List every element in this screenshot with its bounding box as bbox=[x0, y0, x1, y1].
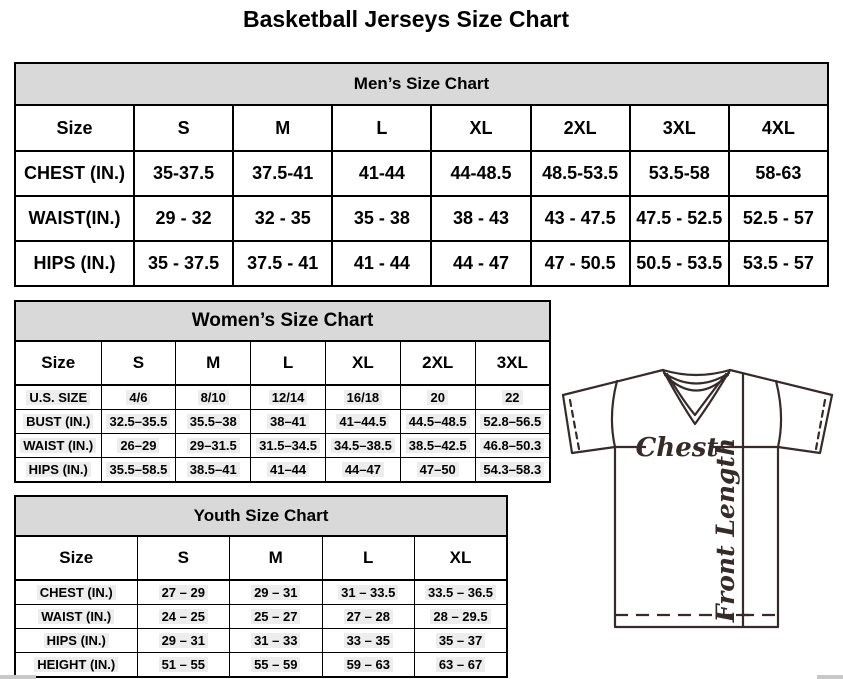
cell-text: HEIGHT (IN.) bbox=[34, 657, 118, 672]
cell-text: 35 – 37 bbox=[436, 633, 485, 648]
column-header: XL bbox=[431, 105, 530, 151]
table-row bbox=[15, 410, 550, 434]
cell-text: 38.5–42.5 bbox=[406, 438, 470, 453]
cell-text: 63 – 67 bbox=[436, 657, 485, 672]
column-header: XL bbox=[325, 341, 400, 385]
column-header: 4XL bbox=[729, 105, 828, 151]
cell-text: 4/6 bbox=[126, 390, 150, 405]
value-cell bbox=[230, 605, 323, 629]
cell-text: HIPS (IN.) bbox=[44, 633, 109, 648]
cell-text: 37.5-41 bbox=[252, 163, 314, 183]
womens-size-chart-table bbox=[14, 300, 551, 483]
value-cell bbox=[176, 458, 251, 483]
value-cell bbox=[251, 410, 326, 434]
value-cell bbox=[325, 385, 400, 410]
cell-text: 47.5 - 52.5 bbox=[636, 208, 723, 228]
section-title: Women’s Size Chart bbox=[15, 301, 550, 341]
cell-text: 35 - 37.5 bbox=[148, 253, 220, 273]
cell-text: 38–41 bbox=[267, 414, 309, 429]
cell-text: 58-63 bbox=[755, 163, 802, 183]
cell-text: 47 - 50.5 bbox=[544, 253, 616, 273]
value-cell bbox=[431, 196, 530, 241]
row-label bbox=[15, 605, 137, 629]
table-row bbox=[15, 458, 550, 483]
cell-text: 31.5–34.5 bbox=[256, 438, 320, 453]
section-title: Men’s Size Chart bbox=[15, 63, 828, 105]
table-row bbox=[15, 241, 828, 286]
value-cell bbox=[400, 385, 475, 410]
jersey-measurement-diagram bbox=[558, 362, 836, 630]
cell-text: 25 – 27 bbox=[251, 609, 300, 624]
value-cell bbox=[101, 434, 176, 458]
row-label bbox=[15, 580, 137, 605]
value-cell bbox=[325, 410, 400, 434]
table-row bbox=[15, 434, 550, 458]
column-header: Size bbox=[15, 341, 101, 385]
cell-text: 27 – 28 bbox=[344, 609, 393, 624]
value-cell bbox=[322, 653, 415, 678]
cell-text: HIPS (IN.) bbox=[26, 462, 91, 477]
table-row bbox=[15, 605, 507, 629]
value-cell bbox=[415, 605, 508, 629]
value-cell bbox=[134, 241, 233, 286]
value-cell bbox=[630, 241, 729, 286]
mens-size-chart-table bbox=[14, 62, 829, 287]
page-title: Basketball Jerseys Size Chart bbox=[242, 6, 569, 32]
value-cell bbox=[475, 385, 550, 410]
cell-text: 12/14 bbox=[269, 390, 308, 405]
front-length-label: Front Length bbox=[711, 437, 740, 623]
column-header: Size bbox=[15, 105, 134, 151]
column-header: S bbox=[134, 105, 233, 151]
column-header: 2XL bbox=[531, 105, 630, 151]
cell-text: 41–44 bbox=[267, 462, 309, 477]
value-cell bbox=[134, 151, 233, 196]
value-cell bbox=[137, 580, 230, 605]
section-title-row bbox=[15, 301, 550, 341]
cell-text: 29–31.5 bbox=[187, 438, 240, 453]
cell-text: 35 - 38 bbox=[353, 208, 410, 228]
cell-text: 47–50 bbox=[417, 462, 459, 477]
cell-text: 31 – 33.5 bbox=[338, 585, 398, 600]
value-cell bbox=[101, 410, 176, 434]
cell-text: 46.8–50.3 bbox=[480, 438, 544, 453]
cell-text: 24 – 25 bbox=[159, 609, 208, 624]
column-header: L bbox=[251, 341, 326, 385]
cell-text: 48.5-53.5 bbox=[542, 163, 619, 183]
table-row bbox=[15, 196, 828, 241]
value-cell bbox=[431, 151, 530, 196]
value-cell bbox=[101, 458, 176, 483]
value-cell bbox=[230, 580, 323, 605]
value-cell bbox=[251, 458, 326, 483]
value-cell bbox=[176, 385, 251, 410]
cell-text: HIPS (IN.) bbox=[33, 253, 116, 273]
table-row bbox=[15, 151, 828, 196]
row-label bbox=[15, 196, 134, 241]
row-label bbox=[15, 151, 134, 196]
cell-text: 29 – 31 bbox=[251, 585, 300, 600]
table-row bbox=[15, 385, 550, 410]
row-label bbox=[15, 410, 101, 434]
column-header: S bbox=[101, 341, 176, 385]
cell-text: 59 – 63 bbox=[344, 657, 393, 672]
row-label bbox=[15, 629, 137, 653]
value-cell bbox=[251, 385, 326, 410]
value-cell bbox=[332, 196, 431, 241]
cell-text: 53.5-58 bbox=[648, 163, 710, 183]
cell-text: 44-48.5 bbox=[450, 163, 512, 183]
cell-text: 35.5–38 bbox=[187, 414, 240, 429]
scrollbar-fragment-right[interactable] bbox=[817, 675, 843, 679]
table-row bbox=[15, 653, 507, 678]
section-title-row bbox=[15, 496, 507, 536]
cell-text: 16/18 bbox=[344, 390, 383, 405]
cell-text: 28 – 29.5 bbox=[430, 609, 490, 624]
section-title-row bbox=[15, 63, 828, 105]
column-header: 2XL bbox=[400, 341, 475, 385]
value-cell bbox=[134, 196, 233, 241]
cell-text: 44 - 47 bbox=[452, 253, 510, 273]
cell-text: CHEST (IN.) bbox=[37, 585, 116, 600]
column-header-row bbox=[15, 536, 507, 580]
youth-size-chart-table bbox=[14, 495, 508, 678]
column-header: Size bbox=[15, 536, 137, 580]
value-cell bbox=[431, 241, 530, 286]
row-label bbox=[15, 385, 101, 410]
cell-text: 8/10 bbox=[198, 390, 229, 405]
cell-text: WAIST (IN.) bbox=[38, 609, 114, 624]
cell-text: 35.5–58.5 bbox=[106, 462, 170, 477]
column-header: XL bbox=[415, 536, 508, 580]
cell-text: 29 – 31 bbox=[159, 633, 208, 648]
cell-text: 53.5 - 57 bbox=[742, 253, 814, 273]
column-header-row bbox=[15, 341, 550, 385]
value-cell bbox=[332, 151, 431, 196]
column-header: 3XL bbox=[630, 105, 729, 151]
value-cell bbox=[322, 629, 415, 653]
cell-text: WAIST (IN.) bbox=[20, 438, 96, 453]
value-cell bbox=[137, 629, 230, 653]
value-cell bbox=[531, 196, 630, 241]
cell-text: 38.5–41 bbox=[187, 462, 240, 477]
cell-text: 20 bbox=[427, 390, 447, 405]
cell-text: 32 - 35 bbox=[254, 208, 311, 228]
cell-text: 33.5 – 36.5 bbox=[425, 585, 496, 600]
value-cell bbox=[230, 653, 323, 678]
value-cell bbox=[137, 605, 230, 629]
value-cell bbox=[322, 580, 415, 605]
right-cuff-dashed-line bbox=[816, 400, 825, 449]
cell-text: 41 - 44 bbox=[353, 253, 410, 273]
section-title: Youth Size Chart bbox=[15, 496, 507, 536]
value-cell bbox=[415, 653, 508, 678]
column-header: L bbox=[322, 536, 415, 580]
value-cell bbox=[400, 434, 475, 458]
value-cell bbox=[729, 151, 828, 196]
cell-text: 35-37.5 bbox=[153, 163, 215, 183]
cell-text: WAIST(IN.) bbox=[28, 208, 121, 228]
table-row bbox=[15, 629, 507, 653]
cell-text: 50.5 - 53.5 bbox=[636, 253, 723, 273]
cell-text: 22 bbox=[502, 390, 522, 405]
cell-text: 44–47 bbox=[342, 462, 384, 477]
cell-text: 26–29 bbox=[117, 438, 159, 453]
column-header-row bbox=[15, 105, 828, 151]
chest-label: Chest bbox=[635, 433, 719, 463]
cell-text: 52.8–56.5 bbox=[480, 414, 544, 429]
cell-text: 41-44 bbox=[358, 163, 405, 183]
cell-text: BUST (IN.) bbox=[23, 414, 93, 429]
cell-text: 37.5 - 41 bbox=[247, 253, 319, 273]
column-header: L bbox=[332, 105, 431, 151]
value-cell bbox=[332, 241, 431, 286]
jersey-outline bbox=[563, 370, 832, 627]
value-cell bbox=[415, 580, 508, 605]
value-cell bbox=[233, 241, 332, 286]
value-cell bbox=[325, 434, 400, 458]
value-cell bbox=[176, 410, 251, 434]
column-header: 3XL bbox=[475, 341, 550, 385]
value-cell bbox=[630, 151, 729, 196]
value-cell bbox=[729, 241, 828, 286]
value-cell bbox=[729, 196, 828, 241]
value-cell bbox=[415, 629, 508, 653]
column-header: M bbox=[176, 341, 251, 385]
cell-text: 32.5–35.5 bbox=[106, 414, 170, 429]
scrollbar-fragment-left[interactable] bbox=[0, 675, 36, 679]
value-cell bbox=[233, 196, 332, 241]
cell-text: 38 - 43 bbox=[452, 208, 510, 228]
value-cell bbox=[322, 605, 415, 629]
cell-text: 54.3–58.3 bbox=[480, 462, 544, 477]
row-label bbox=[15, 241, 134, 286]
value-cell bbox=[475, 458, 550, 483]
cell-text: 52.5 - 57 bbox=[742, 208, 814, 228]
value-cell bbox=[630, 196, 729, 241]
cell-text: 43 - 47.5 bbox=[544, 208, 616, 228]
cell-text: 27 – 29 bbox=[159, 585, 208, 600]
cell-text: 44.5–48.5 bbox=[406, 414, 470, 429]
cell-text: 29 - 32 bbox=[155, 208, 212, 228]
table-row bbox=[15, 580, 507, 605]
value-cell bbox=[137, 653, 230, 678]
value-cell bbox=[531, 151, 630, 196]
cell-text: U.S. SIZE bbox=[26, 390, 90, 405]
row-label bbox=[15, 653, 137, 678]
cell-text: 55 – 59 bbox=[251, 657, 300, 672]
row-label bbox=[15, 458, 101, 483]
value-cell bbox=[176, 434, 251, 458]
value-cell bbox=[475, 434, 550, 458]
cell-text: 33 – 35 bbox=[344, 633, 393, 648]
value-cell bbox=[325, 458, 400, 483]
value-cell bbox=[475, 410, 550, 434]
column-header: M bbox=[233, 105, 332, 151]
cell-text: 41–44.5 bbox=[336, 414, 389, 429]
value-cell bbox=[531, 241, 630, 286]
column-header: M bbox=[230, 536, 323, 580]
cell-text: 34.5–38.5 bbox=[331, 438, 395, 453]
value-cell bbox=[251, 434, 326, 458]
value-cell bbox=[233, 151, 332, 196]
value-cell bbox=[400, 458, 475, 483]
value-cell bbox=[101, 385, 176, 410]
cell-text: CHEST (IN.) bbox=[24, 163, 125, 183]
column-header: S bbox=[137, 536, 230, 580]
cell-text: 31 – 33 bbox=[251, 633, 300, 648]
value-cell bbox=[230, 629, 323, 653]
row-label bbox=[15, 434, 101, 458]
value-cell bbox=[400, 410, 475, 434]
cell-text: 51 – 55 bbox=[159, 657, 208, 672]
